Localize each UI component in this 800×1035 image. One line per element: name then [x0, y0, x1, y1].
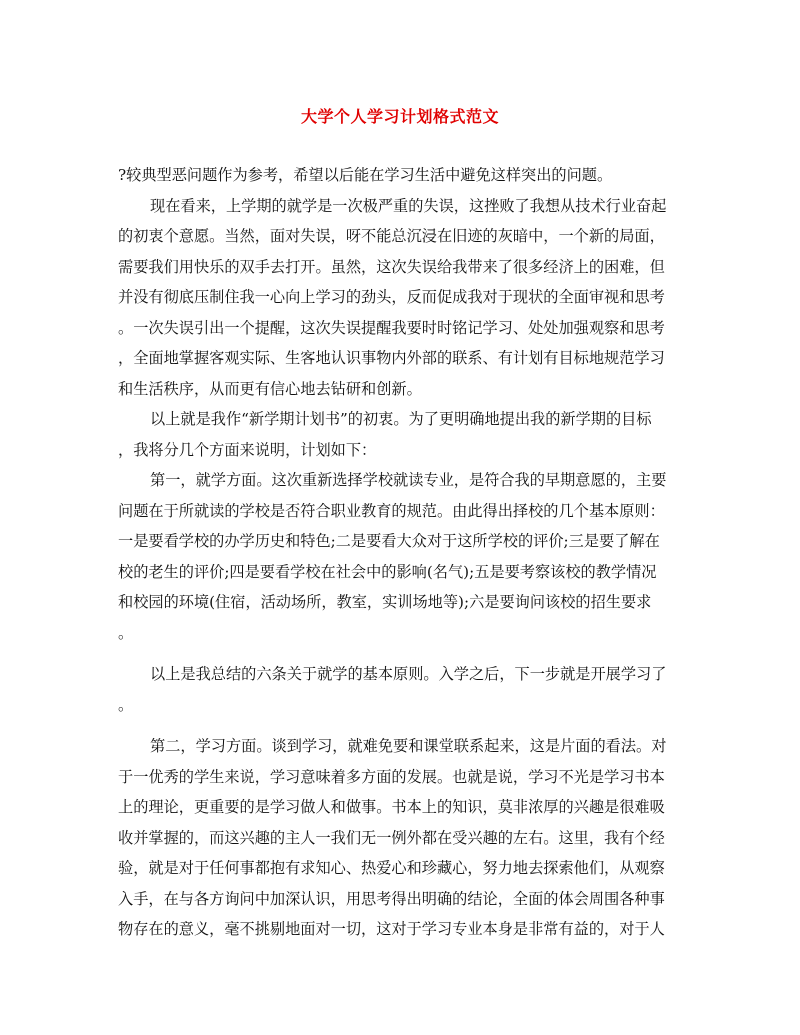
text-line: 。一次失误引出一个提醒，这次失误提醒我要时时铭记学习、处处加强观察和思考: [118, 318, 665, 337]
text-line: 于一优秀的学生来说，学习意味着多方面的发展。也就是说，学习不光是学习书本: [118, 767, 665, 786]
text-line: 。: [118, 695, 134, 714]
text-line: 入手，在与各方询问中加深认识，用思考得出明确的结论，全面的体会周围各种事: [118, 889, 665, 908]
text-line: 物存在的意义，毫不挑剔地面对一切，这对于学习专业本身是非常有益的，对于人: [118, 920, 665, 938]
text-line: 校的老生的评价;四是要看学校在社会中的影响(名气);五是要考察该校的教学情况: [118, 562, 657, 581]
text-line: 和生活秩序，从而更有信心地去钻研和创新。: [118, 379, 422, 398]
text-line: 一是要看学校的办学历史和特色;二是要看大众对于这所学校的评价;三是要了解在: [118, 532, 660, 550]
text-line: 问题在于所就读的学校是否符合职业教育的规范。由此得出择校的几个基本原则：: [118, 501, 665, 520]
text-line: 需要我们用快乐的双手去打开。虽然，这次失误给我带来了很多经济上的困难，但: [118, 257, 665, 276]
document-body: [118, 160, 684, 945]
text-line: 的初衷个意愿。当然，面对失误，呀不能总沉浸在旧迹的灰暗中，一个新的局面，: [118, 227, 665, 245]
document-title: 大学个人学习计划格式范文: [300, 107, 499, 126]
text-line: ，我将分几个方面来说明，计划如下：: [118, 440, 377, 459]
text-line: 。: [118, 623, 134, 642]
text-line: 现在看来，上学期的就学是一次极严重的失误，这挫败了我想从技术行业奋起: [150, 196, 667, 215]
text-line: 以上是我总结的六条关于就学的基本原则。入学之后，下一步就是开展学习了: [150, 665, 667, 683]
text-line: ，全面地掌握客观实际、生客地认识事物内外部的联系、有计划有目标地规范学习: [118, 349, 665, 367]
text-line: 收并掌握的，而这兴趣的主人一我们无一例外都在受兴趣的左右。这里，我有个经: [118, 828, 665, 847]
text-line: 和校园的环境(住宿，活动场所，教室，实训场地等);六是要询问该校的招生要求: [118, 593, 652, 611]
text-line: ?较典型恶问题作为参考，希望以后能在学习生活中避免这样突出的问题。: [118, 166, 613, 184]
text-line: 第一，就学方面。这次重新选择学校就读专业，是符合我的早期意愿的，主要: [150, 471, 667, 489]
text-line: 上的理论，更重要的是学习做人和做事。书本上的知识，莫非浓厚的兴趣是很难吸: [118, 798, 665, 816]
text-line: 以上就是我作“新学期计划书”的初衷。为了更明确地提出我的新学期的目标: [150, 410, 652, 428]
text-line: 第二，学习方面。谈到学习，就难免要和课堂联系起来，这是片面的看法。对: [150, 737, 667, 755]
text-line: 验，就是对于任何事都抱有求知心、热爱心和珍藏心，努力地去探索他们，从观察: [118, 859, 665, 877]
text-line: 并没有彻底压制住我一心向上学习的劲头，反而促成我对于现状的全面审视和思考: [118, 288, 665, 306]
